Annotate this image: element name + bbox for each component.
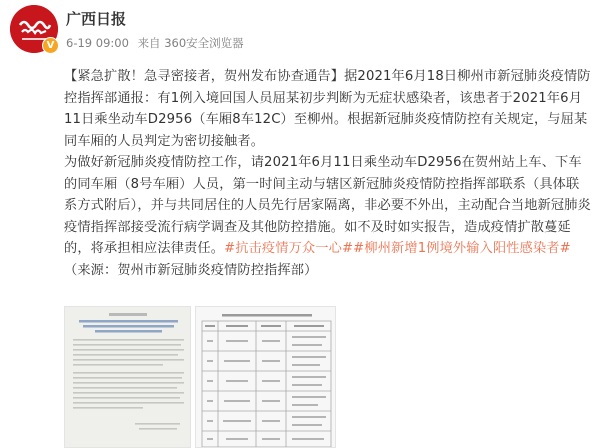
notice-document-image[interactable] [64,306,191,448]
verified-badge-icon: V [42,37,59,54]
post-source: 来自 360安全浏览器 [137,36,244,50]
contact-table-image[interactable] [195,306,336,448]
source-credit: （来源：贺州市新冠肺炎疫情防控指挥部） [64,262,318,278]
hashtag-link[interactable]: #抗击疫情万众一心# [224,241,354,256]
post-date[interactable]: 6-19 09:00 [66,36,129,50]
post-header [0,0,600,66]
image-gallery [64,306,364,448]
account-name[interactable]: 广西日报 [66,10,127,28]
paragraph-2-body: 为做好新冠肺炎疫情防控工作，请2021年6月11日乘坐动车D2956在贺州站上车、下车的同车厢（8号车厢）人员，第一时间主动与辖区新冠肺炎疫情防控指挥部联系（具体联系方式附后），并与共同居住的人员先行居家隔离，非必要不外出，主动配合当地新冠肺炎疫情指挥部接受流行病学调查及其他防控措施。如不及时如实报告，造成疫情扩散蔓延的，将承担相应法律责任。 [64,155,591,256]
paragraph-1 [64,66,592,152]
post-text [64,66,592,281]
hashtag-link[interactable]: #柳州新增1例境外输入阳性感染者# [353,241,571,256]
headline: 【紧急扩散！急寻密接者，贺州发布协查通告】 [64,69,345,84]
paragraph-1-body: 据2021年6月18日柳州市新冠肺炎疫情防控指挥部通报：有1例入境回国人员屈某初步判断为无症状感染者，该患者于2021年6月11日乘坐动车D2956（车厢8车12C）至柳州。根据新冠肺炎疫情防控有关规定，与屈某同车厢的人员判定为密切接触者。 [64,69,591,149]
paragraph-2 [64,152,592,281]
post-meta [66,35,249,51]
